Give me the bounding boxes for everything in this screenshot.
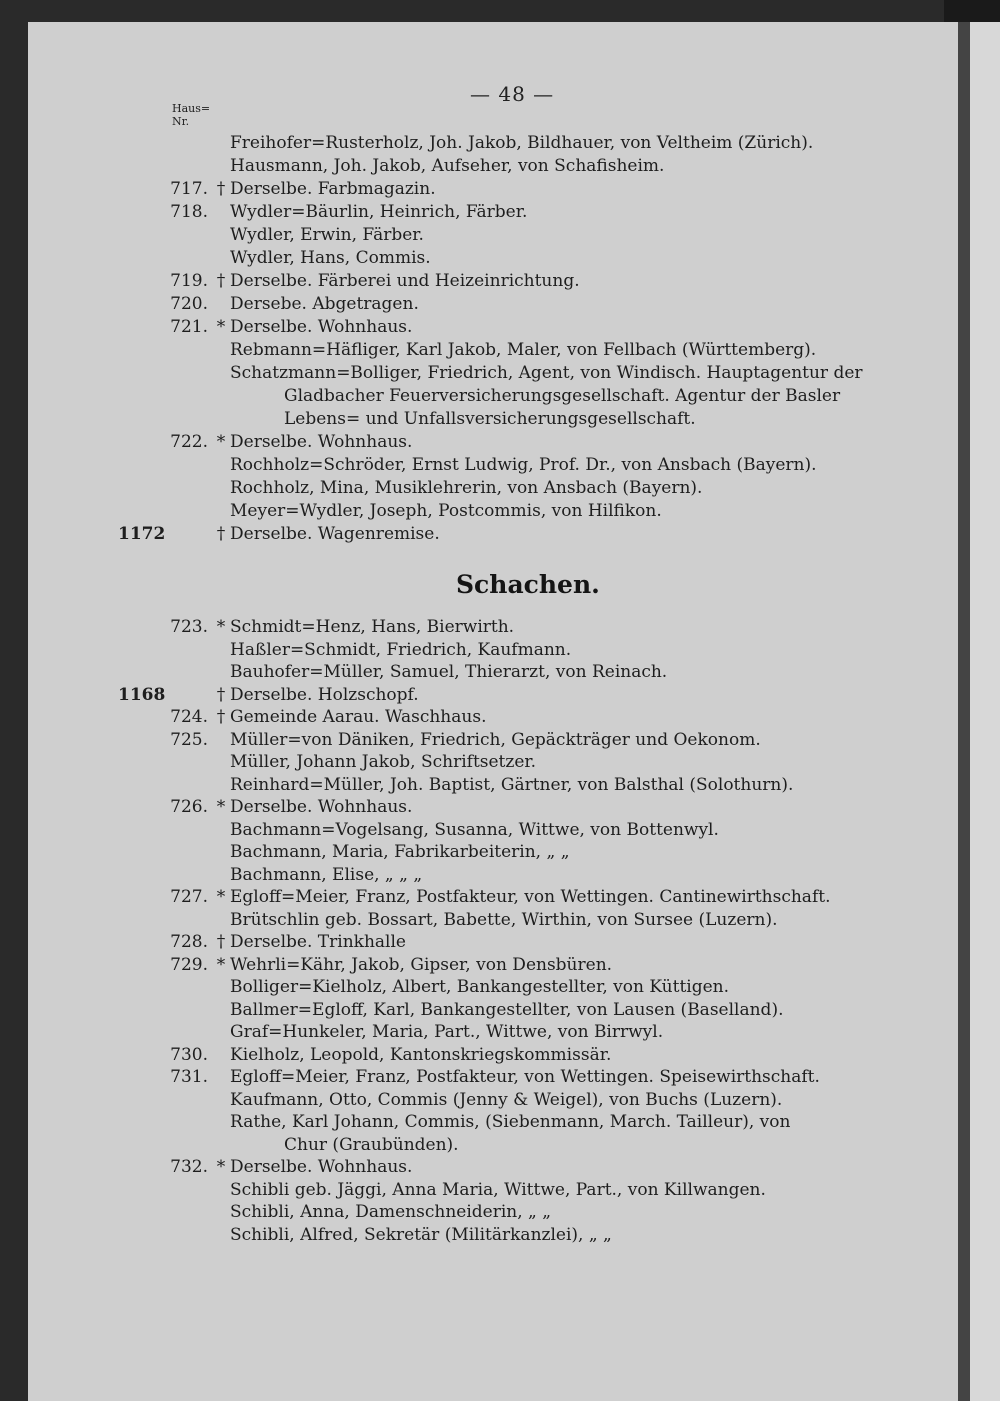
- entry-line: [0, 316, 958, 339]
- entry-text: Gemeinde Aarau. Waschhaus.: [230, 707, 487, 727]
- entry-text: Derselbe. Wohnhaus.: [230, 432, 413, 452]
- entry-text: Derselbe. Farbmagazin.: [230, 179, 436, 199]
- entry-text: Graf=Hunkeler, Maria, Part., Wittwe, von Birrwyl.: [230, 1022, 664, 1042]
- house-number: 727.: [170, 887, 208, 907]
- entry-line: [0, 976, 958, 999]
- building-number: 1172: [118, 524, 166, 544]
- entry-text: Kielholz, Leopold, Kantonskriegskommissär.: [230, 1044, 612, 1065]
- entry-line: [0, 155, 958, 178]
- house-number: 731.: [170, 1067, 208, 1087]
- house-number: 724.: [170, 707, 208, 727]
- entry-text: Derselbe. Wohnhaus.: [230, 1157, 413, 1177]
- house-number: 723.: [170, 617, 208, 637]
- entry-text: Egloff=Meier, Franz, Postfakteur, von Wettingen. Speisewirthschaft.: [230, 1067, 820, 1087]
- entry-line: [0, 1201, 958, 1224]
- entry-text: Wydler, Erwin, Färber.: [230, 225, 424, 245]
- entry-text: Bolliger=Kielholz, Albert, Bankangestellter, von Küttigen.: [230, 977, 730, 997]
- entry-line: [0, 293, 958, 316]
- entry-text: Schibli, Anna, Damenschneiderin, „ „: [230, 1202, 552, 1222]
- entry-line: [0, 1089, 958, 1112]
- entry-line: [0, 1179, 958, 1202]
- entry-marker: *: [216, 1157, 226, 1177]
- entry-text: Freihofer=Rusterholz, Joh. Jakob, Bildhauer, von Veltheim (Zürich).: [230, 133, 814, 153]
- entry-line: [0, 1044, 958, 1067]
- entry-line: [0, 616, 958, 639]
- entry-line: [0, 1111, 958, 1134]
- house-number: 732.: [170, 1157, 208, 1177]
- entry-marker: *: [216, 432, 226, 452]
- entry-line: [0, 954, 958, 977]
- entry-text: Derselbe. Trinkhalle: [230, 932, 406, 952]
- entry-text: Rathe, Karl Johann, Commis, (Siebenmann, March. Tailleur), von: [230, 1112, 791, 1132]
- entry-text: Derselbe. Wohnhaus.: [230, 797, 413, 817]
- entry-text: Rochholz, Mina, Musiklehrerin, von Ansbach (Bayern).: [230, 478, 703, 498]
- entry-text: Dersebe. Abgetragen.: [230, 294, 419, 314]
- entry-line: [0, 886, 958, 909]
- entry-line: [0, 1021, 958, 1044]
- entry-line: [0, 751, 958, 774]
- entry-text: Müller=von Däniken, Friedrich, Gepäckträger und Oekonom.: [230, 729, 761, 750]
- entry-marker: †: [216, 524, 226, 544]
- entry-line: [0, 1224, 958, 1247]
- house-number: 725.: [170, 729, 208, 750]
- entry-text: Bachmann, Maria, Fabrikarbeiterin, „ „: [230, 842, 570, 862]
- entry-text: Müller, Johann Jakob, Schriftsetzer.: [230, 752, 537, 772]
- entry-text: Rebmann=Häfliger, Karl Jakob, Maler, von Fellbach (Württemberg).: [230, 340, 817, 360]
- entry-line: [0, 224, 958, 247]
- entry-text: Wehrli=Kähr, Jakob, Gipser, von Densbüren.: [230, 954, 613, 975]
- book-spine: [958, 22, 970, 1401]
- entry-line: [0, 385, 958, 408]
- house-number: 726.: [170, 797, 208, 817]
- entry-text: Wydler=Bäurlin, Heinrich, Färber.: [230, 202, 528, 222]
- entry-line: [0, 500, 958, 523]
- entry-text: Lebens= und Unfallsversicherungsgesellschaft.: [284, 409, 696, 429]
- entry-text: Reinhard=Müller, Joh. Baptist, Gärtner, von Balsthal (Solothurn).: [230, 774, 794, 795]
- facing-page-edge: [970, 22, 1000, 1401]
- entry-line: [0, 661, 958, 684]
- entry-text: Gladbacher Feuerversicherungsgesellschaft. Agentur der Basler: [284, 386, 841, 406]
- entry-line: [0, 909, 958, 932]
- entry-marker: †: [216, 707, 226, 727]
- entry-line: [0, 178, 958, 201]
- entry-text: Meyer=Wydler, Joseph, Postcommis, von Hilfikon.: [230, 501, 662, 521]
- house-number: 718.: [170, 202, 208, 222]
- entry-text: Egloff=Meier, Franz, Postfakteur, von Wettingen. Cantinewirthschaft.: [230, 887, 831, 907]
- house-number: 719.: [170, 271, 208, 291]
- scan-corner: [944, 0, 1000, 22]
- entry-text: Kaufmann, Otto, Commis (Jenny & Weigel), von Buchs (Luzern).: [230, 1089, 783, 1110]
- entry-line: [0, 477, 958, 500]
- entry-text: Derselbe. Holzschopf.: [230, 684, 419, 705]
- entry-line: [0, 247, 958, 270]
- entry-text: Chur (Graubünden).: [284, 1134, 459, 1155]
- entry-text: Derselbe. Wagenremise.: [230, 524, 440, 544]
- house-number: 721.: [170, 317, 208, 337]
- house-number: 729.: [170, 954, 208, 975]
- entry-marker: *: [216, 797, 226, 817]
- entry-text: Schmidt=Henz, Hans, Bierwirth.: [230, 617, 515, 637]
- entry-text: Haßler=Schmidt, Friedrich, Kaufmann.: [230, 639, 572, 660]
- page-number: — 48 —: [470, 82, 555, 106]
- house-number: 720.: [170, 294, 208, 314]
- entry-line: [0, 201, 958, 224]
- entry-marker: †: [216, 179, 226, 199]
- entry-text: Hausmann, Joh. Jakob, Aufseher, von Schafisheim.: [230, 156, 665, 176]
- entry-line: [0, 339, 958, 362]
- entry-line: [0, 523, 958, 546]
- entry-text: Rochholz=Schröder, Ernst Ludwig, Prof. Dr., von Ansbach (Bayern).: [230, 455, 817, 475]
- entry-line: [0, 454, 958, 477]
- house-number: 730.: [170, 1044, 208, 1065]
- entry-text: Brütschlin geb. Bossart, Babette, Wirthin, von Sursee (Luzern).: [230, 909, 778, 930]
- entry-line: [0, 819, 958, 842]
- entry-text: Derselbe. Wohnhaus.: [230, 317, 413, 337]
- entry-text: Schibli geb. Jäggi, Anna Maria, Wittwe, Part., von Killwangen.: [230, 1179, 766, 1200]
- entry-line: [0, 706, 958, 729]
- house-number: 728.: [170, 932, 208, 952]
- entry-text: Schibli, Alfred, Sekretär (Militärkanzlei), „ „: [230, 1224, 612, 1245]
- entry-line: [0, 1156, 958, 1179]
- entry-text: Ballmer=Egloff, Karl, Bankangestellter, von Lausen (Baselland).: [230, 999, 784, 1020]
- entry-line: [0, 729, 958, 752]
- house-number: 717.: [170, 179, 208, 199]
- entry-line: [0, 684, 958, 707]
- entry-marker: *: [216, 317, 226, 337]
- building-number: 1168: [118, 684, 166, 705]
- entry-line: [0, 841, 958, 864]
- entry-marker: †: [216, 932, 226, 952]
- entry-marker: *: [216, 887, 226, 907]
- house-number: 722.: [170, 432, 208, 452]
- entry-line: [0, 431, 958, 454]
- entry-text: Wydler, Hans, Commis.: [230, 248, 431, 268]
- entry-line: [0, 931, 958, 954]
- entry-line: [0, 362, 958, 385]
- entry-line: [0, 408, 958, 431]
- entry-marker: *: [216, 954, 226, 975]
- entry-text: Derselbe. Färberei und Heizeinrichtung.: [230, 271, 580, 291]
- entry-line: [0, 864, 958, 887]
- entry-text: Bachmann=Vogelsang, Susanna, Wittwe, von Bottenwyl.: [230, 819, 719, 840]
- entry-line: [0, 1066, 958, 1089]
- entry-text: Schatzmann=Bolliger, Friedrich, Agent, von Windisch. Hauptagentur der: [230, 363, 863, 383]
- entry-text: Bachmann, Elise, „ „ „: [230, 864, 423, 885]
- entry-line: [0, 774, 958, 797]
- entry-line: [0, 270, 958, 293]
- haus-nr-label: Haus= Nr.: [172, 102, 211, 128]
- section-heading: Schachen.: [456, 570, 600, 599]
- entry-marker: *: [216, 617, 226, 637]
- entry-line: [0, 1134, 958, 1157]
- entry-line: [0, 132, 958, 155]
- entry-marker: †: [216, 271, 226, 291]
- entry-line: [0, 639, 958, 662]
- entry-text: Bauhofer=Müller, Samuel, Thierarzt, von Reinach.: [230, 662, 668, 682]
- entry-marker: †: [216, 684, 226, 705]
- entry-line: [0, 999, 958, 1022]
- entry-line: [0, 796, 958, 819]
